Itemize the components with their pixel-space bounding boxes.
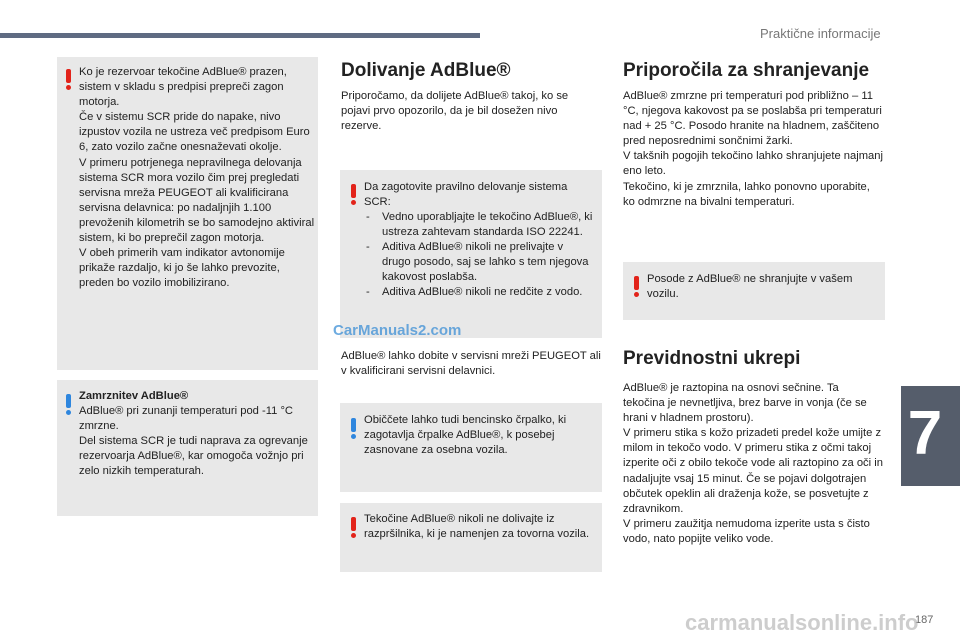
availability-paragraph: AdBlue® lahko dobite v servisni mreži PEUGEOT ali v kvalificirani servisni delavnici. (341, 350, 601, 378)
info-box-freezing (57, 380, 318, 516)
info-icon (351, 418, 356, 432)
info-title: Zamrznitev AdBlue® (79, 390, 189, 402)
scr-requirements-list (364, 210, 594, 301)
warning-text: Ko je rezervoar tekočine AdBlue® prazen, sistem v skladu s predpisi prepreči zagon motorja. Če v sistemu SCR pride do napake, nivo izpustov vozila ne ustreza več predpisom Euro 6, zato vozilo začne onesnaževati okolje. V primeru potrjenega nepravilnega delovanja sistema SCR mora vozilo čim prej pregledati servisna mreža PEUGEOT ali kvalificirana servisna delavnica: po nadaljnjih 1.100 prevoženih kilometrih se bo samodejno aktiviral sistem, ki bo preprečil zagon motorja. V obeh primerih vam indikator avtonomije prikaže razdaljo, ki jo še lahko prevozite, preden bo vozilo imobilizirano. (79, 66, 315, 290)
warning-icon (66, 69, 71, 83)
list-item: - Aditiva AdBlue® nikoli ne prelivajte v drugo posodo, saj se lahko s tem njegova kakovost poslabša. (364, 240, 594, 285)
warning-icon (351, 517, 356, 531)
warning-text: Posode z AdBlue® ne shranjujte v vašem vozilu. (647, 273, 853, 301)
scr-intro: Da zagotovite pravilno delovanje sistema SCR: (364, 181, 568, 209)
info-text: Običčete lahko tudi bencinsko črpalko, ki zagotavlja črpalke AdBlue®, k posebej zasnovane za osebna vozila. (364, 414, 567, 457)
watermark-site: carmanualsonline.info (685, 610, 919, 635)
precautions-paragraph: AdBlue® je raztopina na osnovi sečnine. Ta tekočina je nevnetljiva, brez barve in vonja (če se hrani v hladnem prostoru). V primeru stika s kožo prizadeti predel kože umijte z milom in tekočo vodo. V primeru stika z očmi takoj izperite oči z obilo tekoče vode ali raztopino za oči in nadaljujte vsaj 15 minut. Če se pojavi dolgotrajen občutek opeklin ali draženja kože, se posvetujte z zdravnikom. V primeru zaužitja nemudoma izperite usta s čisto vodo, nato popijte veliko vode. (623, 382, 883, 545)
chapter-number: 7 (907, 399, 943, 468)
warning-icon (634, 276, 639, 290)
heading-refilling: Dolivanje AdBlue® (341, 60, 511, 81)
watermark-logo: CarManuals2.com (333, 322, 462, 339)
section-title: Praktične informacije (760, 26, 881, 41)
info-box-fuel-station (340, 403, 602, 492)
heading-storage: Priporočila za shranjevanje (623, 60, 870, 81)
warning-icon (351, 184, 356, 198)
warning-box-storage (623, 262, 885, 320)
refill-intro: Priporočamo, da dolijete AdBlue® takoj, ko se pojavi prvo opozorilo, da je bil dosežen nivo rezerve. (341, 90, 569, 133)
warning-box-empty-tank (57, 57, 318, 370)
info-icon (66, 394, 71, 408)
warning-text: Tekočine AdBlue® nikoli ne dolivajte iz razpršilnika, ki je namenjen za tovorna vozila. (364, 513, 590, 541)
header-bar (0, 33, 480, 38)
chapter-tab (901, 386, 960, 486)
info-text: AdBlue® pri zunanji temperaturi pod -11 °C zmrzne. Del sistema SCR je tudi naprava za ogrevanje rezervoarja AdBlue®, kar omogoča vožnjo pri zelo nizkih temperaturah. (79, 405, 308, 478)
warning-box-dispenser (340, 503, 602, 572)
storage-paragraph: AdBlue® zmrzne pri temperaturi pod približno – 11 °C, njegova kakovost pa se poslabša pri temperaturi nad + 25 °C. Posodo hranite na hladnem, zaščiteno pred neposrednimi sončnimi žarki. V takšnih pogojih tekočino lahko shranjujete najmanj eno leto. Tekočino, ki je zmrznila, lahko ponovno uporabite, ko odmrzne na bivalni temperaturi. (623, 90, 883, 208)
list-item: - Aditiva AdBlue® nikoli ne redčite z vodo. (364, 285, 594, 300)
page-number: 187 (915, 614, 934, 626)
heading-precautions: Previdnostni ukrepi (623, 348, 801, 369)
warning-box-scr (340, 170, 602, 338)
list-item: - Vedno uporabljajte le tekočino AdBlue®, ki ustreza zahtevam standarda ISO 22241. (364, 210, 594, 240)
